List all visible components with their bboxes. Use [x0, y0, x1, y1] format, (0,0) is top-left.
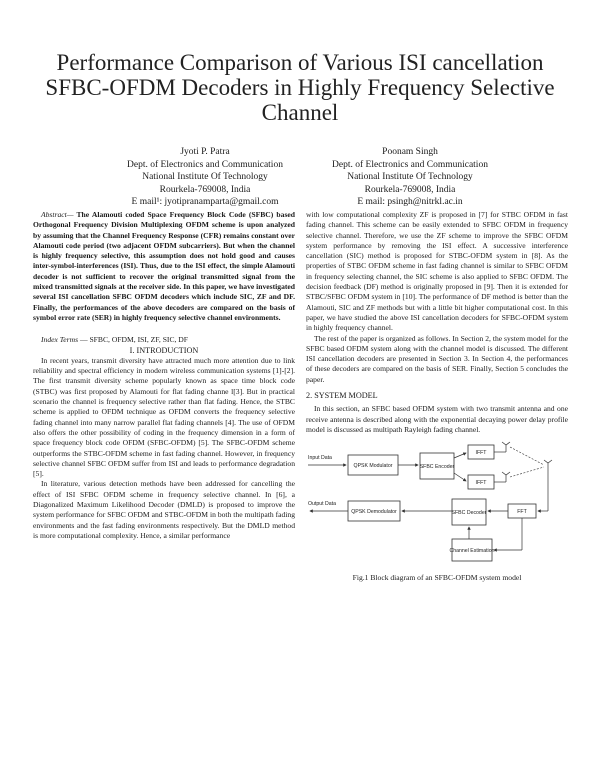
qpsk-demodulator-label: QPSK Demodulator: [351, 509, 397, 516]
output-label: Output Data: [308, 501, 336, 508]
tx-antenna-icon: [502, 442, 510, 452]
block-diagram-figure: [306, 441, 568, 569]
paragraph: with low computational complexity ZF is proposed in [7] for STBC OFDM in fast fading channel. This scheme can be easily extended to SFBC OFDM in frequency selective channel. Therefore, we use the ZF scheme to improve the SFBC OFDM system performance by removing the ISI effect. A successive interference cancellation (SIC) method is proposed for STBC-OFDM system in [8]. As the properties of STBC OFDM scheme in fast fading channel is similar to SFBC OFDM in frequency selecting channel, the SIC scheme is also applied to SFBC OFDM. The decision feedback (DF) method is originally proposed in [9]. Then it is extended for STBC/SFBC OFDM system in [10]. The performance of DF method is better than the Alamouti, SIC and ZF methods but with a little bit higher computational cost. In this paper, we have studied the above ISI cancellation decoders for SFBC-OFDM system in highly frequency channel.: [306, 210, 568, 333]
author-dept: Dept. of Electronics and Communication: [332, 159, 488, 170]
abstract-lead: Abstract—: [41, 210, 74, 219]
abstract-text: The Alamouti coded Space Frequency Block Code (SFBC) based Orthogonal Frequency Division Multiplexing OFDM scheme is upon analyzed by assuming that the Channel Frequency Response (CFR) remains constant over Alamouti code period (two adjacent OFDM subcarriers). But when the channel is highly frequency selective, this assumption does not hold good and causes inter-symbol-interferences (ISI). Thus, due to the ISI effect, the simple Alamouti decoder is not sufficient to recover the original transmitted signal from the mixed transmitted signals at the receiver side. In this paper, we have investigated several ISI cancellation SFBC OFDM decoders which include SIC, ZF and DF. Finally, the performances of the above decoders are compared on the basis of symbol error rate (SER) in highly frequency selective channel environments.: [33, 210, 295, 322]
author-name: Jyoti P. Patra: [180, 147, 230, 157]
author-institute: National Institute Of Technology: [142, 172, 268, 182]
section-heading-introduction: I. INTRODUCTION: [129, 345, 199, 355]
author-email: E mail: psingh@nitrkl.ac.in: [357, 197, 463, 207]
author-email: E mail¹: jyotipranamparta@gmail.com: [131, 197, 279, 207]
author-city: Rourkela-769008, India: [364, 184, 456, 195]
left-column: [33, 210, 295, 541]
abstract: [33, 210, 295, 323]
tx-antenna-icon: [502, 472, 510, 482]
sfbc-decoder-label: SFBC Decoder: [451, 510, 487, 517]
input-label: Input Data: [308, 455, 332, 462]
section-heading-system-model: 2. SYSTEM MODEL: [306, 391, 378, 401]
paragraph: In recent years, transmit diversity have attracted much more attention due to link reliability and spectral efficiency in modern wireless communication systems [1]-[2]. The first transmit diversity scheme popularly known as space time block code (STBC) was first proposed by Alamouti for flat fading channe l[3]. But in practical scenario the channel is frequency selective rather than flat fading. Hence, the STBC scheme is applied to OFDM technique as OFDM converts the frequency selective fading channel into many narrow parallel flat fading channels [4]. The use of OFDM also offers the other possibility of coding in the frequency dimension in a form of space frequency block code OFDM (SFBC-OFDM) [5]. The SFBC-OFDM scheme outperforms the STBC-OFDM scheme in fast fading channel. However, in frequency selective channel SFBC OFDM suffer from ISI and leads to performance degradation [5].: [33, 355, 295, 479]
paper-title: Performance Comparison of Various ISI cancellation SFBC-OFDM Decoders in Highly Frequency Selective Channel: [45, 50, 555, 125]
ifft-label: IFFT: [475, 480, 487, 487]
ifft-label: IFFT: [475, 450, 487, 457]
author-block-2: [290, 146, 530, 209]
paragraph: In this section, an SFBC based OFDM system with two transmit antenna and one receive antenna is described along with the exponential decaying power delay profile model is discussed as multipath Rayleigh fading channel.: [306, 404, 568, 434]
qpsk-modulator-label: QPSK Modulator: [353, 463, 393, 470]
rx-antenna-icon: [544, 460, 552, 471]
author-institute: National Institute Of Technology: [347, 172, 473, 182]
index-terms-lead: Index Terms: [41, 335, 79, 345]
sfbc-encoder-label: SFBC Encoder: [419, 464, 455, 471]
channel-estimation-label: Channel Estimation: [449, 548, 495, 555]
fft-label: FFT: [517, 509, 527, 516]
paragraph: In literature, various detection methods have been addressed for cancelling the effect of ISI SFBC OFDM scheme in frequency selective channel. In [6], a Diagonalized Maximum Likelihood Decoder (DMLD) is proposed to improve the system performance for SFBC OFDM and STBC-OFDM in both the multipath fading environments and the fast fading environments respectively. But the DMLD method is more computational complexity. Hence, a similar performance: [33, 479, 295, 540]
index-terms-text: — SFBC, OFDM, ISI, ZF, SIC, DF: [78, 335, 189, 345]
right-column: [306, 210, 568, 584]
paragraph: The rest of the paper is organized as follows. In Section 2, the system model for the SFBC based OFDM system along with the channel model is discussed. The different ISI cancellation decoders are presented in Section 3. In Section 4, the performances of these decoders are compared on the basis of SER. Finally, Section 5 concludes the paper.: [306, 333, 568, 384]
figure-caption: Fig.1 Block diagram of an SFBC-OFDM system model: [352, 573, 522, 583]
author-name: Poonam Singh: [382, 147, 438, 157]
author-dept: Dept. of Electronics and Communication: [127, 159, 283, 170]
author-block-1: [85, 146, 325, 209]
author-city: Rourkela-769008, India: [159, 184, 251, 195]
index-terms: [33, 335, 295, 345]
